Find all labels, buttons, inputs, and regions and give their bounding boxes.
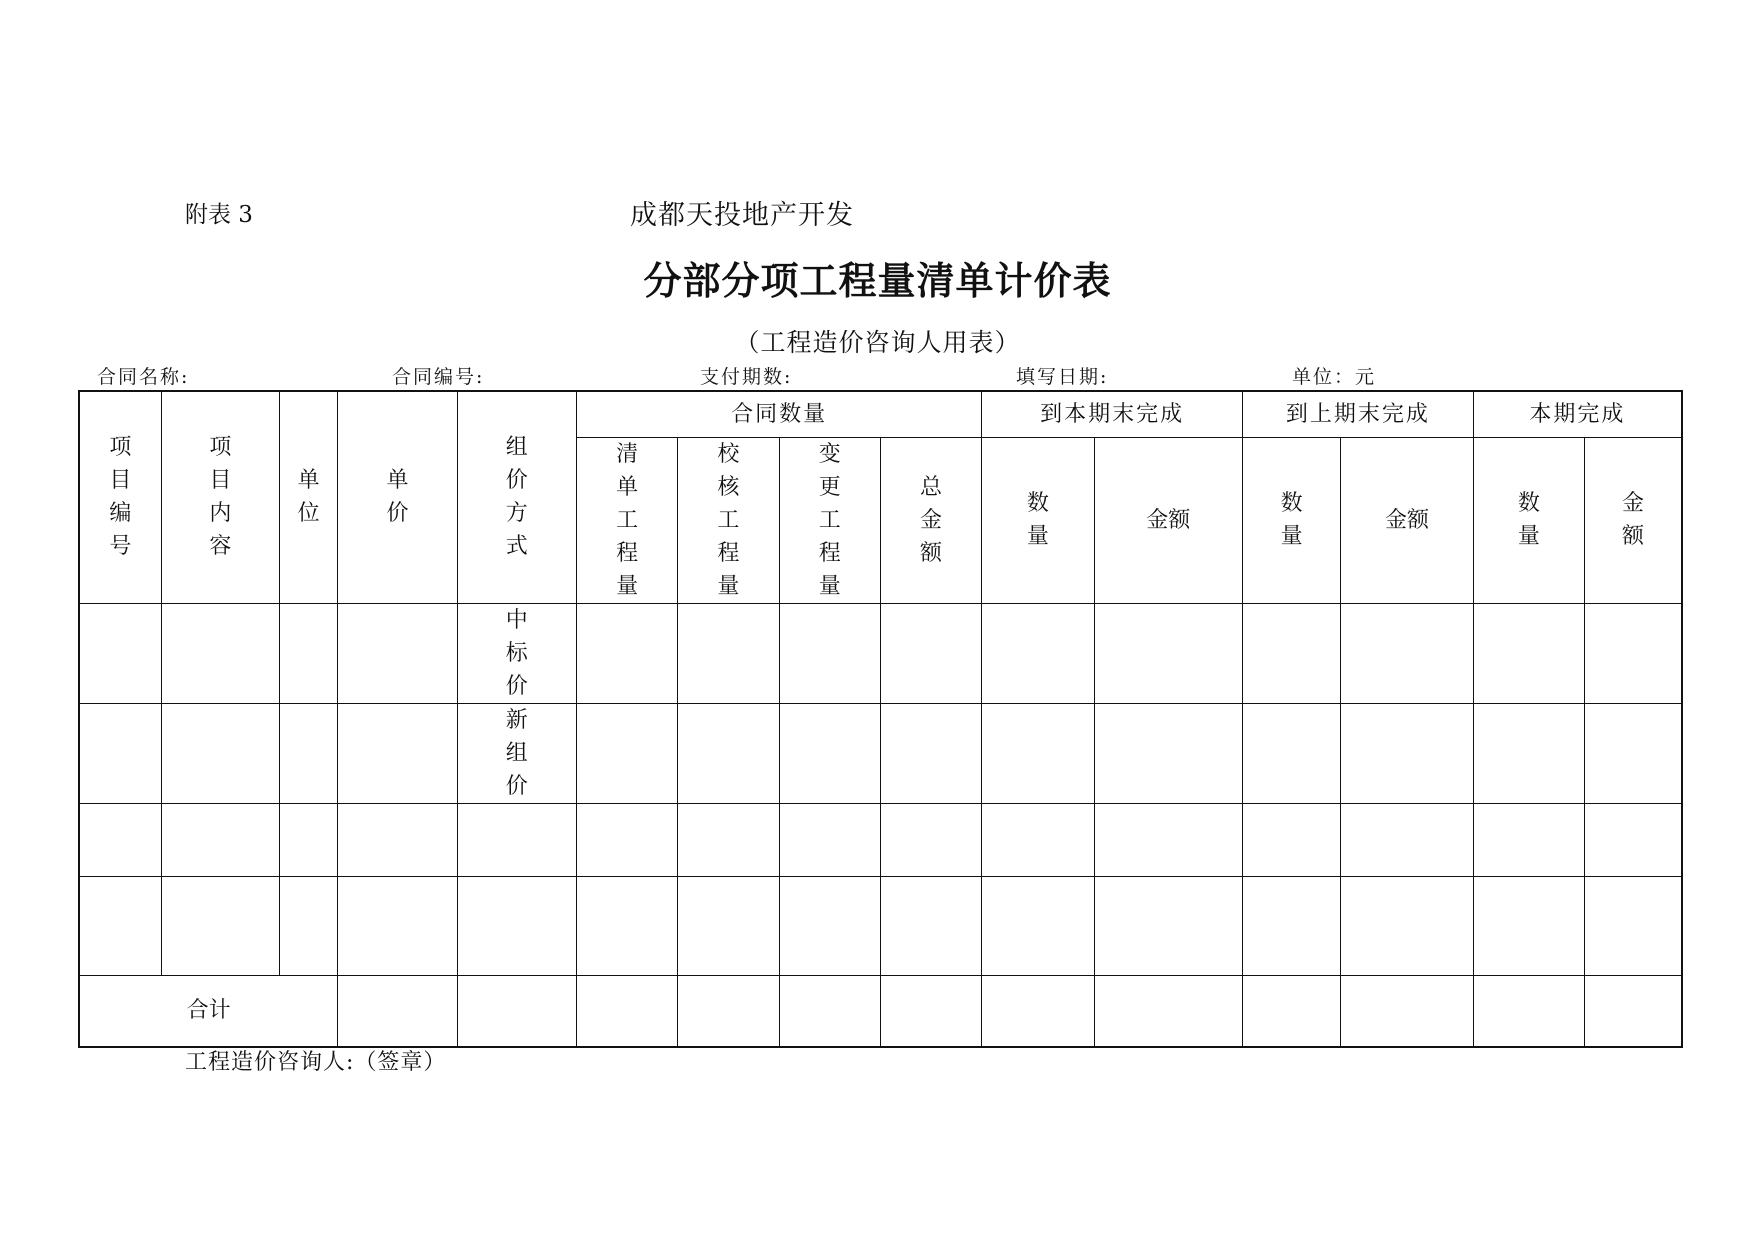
bill-of-quantities-table (78, 390, 1683, 1048)
unit-label: 单位：元 (1292, 366, 1377, 388)
header-checked-quantity: 校核工程量 (678, 437, 779, 603)
payment-period-label: 支付期数: (700, 366, 793, 388)
header-period-amount: 金额 (1585, 437, 1682, 603)
total-row (79, 975, 1682, 1047)
pricing-method-cell: 中标价 (457, 603, 576, 703)
appendix-label: 附表 3 (185, 202, 253, 228)
form-subtitle: （工程造价咨询人用表） (734, 328, 1021, 357)
total-label: 合计 (79, 975, 338, 1047)
header-contract-quantity: 合同数量 (577, 391, 982, 437)
contract-name-label: 合同名称: (97, 366, 190, 388)
header-current-qty: 数量 (982, 437, 1094, 603)
pricing-method-cell: 新组价 (457, 703, 576, 803)
table-row (79, 876, 1682, 975)
signature-line: 工程造价咨询人:（签章） (185, 1050, 447, 1075)
fill-date-label: 填写日期: (1016, 366, 1109, 388)
header-previous-qty: 数量 (1243, 437, 1341, 603)
header-period-qty: 数量 (1473, 437, 1584, 603)
contract-number-label: 合同编号: (392, 366, 485, 388)
header-unit-price: 单价 (338, 391, 457, 603)
header-pricing-method: 组价方式 (457, 391, 576, 603)
header-this-period: 本期完成 (1473, 391, 1682, 437)
header-item-content: 项目内容 (161, 391, 279, 603)
header-previous-amount: 金额 (1341, 437, 1473, 603)
company-name: 成都天投地产开发 (630, 200, 854, 231)
table-row (79, 703, 1682, 803)
header-to-current-period-end: 到本期末完成 (982, 391, 1243, 437)
table-row (79, 603, 1682, 703)
table-row (79, 803, 1682, 876)
header-bill-quantity: 清单工程量 (577, 437, 678, 603)
form-title: 分部分项工程量清单计价表 (643, 258, 1112, 303)
header-current-amount: 金额 (1094, 437, 1242, 603)
header-total-amount: 总金额 (880, 437, 981, 603)
header-change-quantity: 变更工程量 (779, 437, 880, 603)
header-item-no: 项目编号 (79, 391, 161, 603)
header-to-previous-period-end: 到上期末完成 (1243, 391, 1474, 437)
header-unit: 单位 (280, 391, 338, 603)
